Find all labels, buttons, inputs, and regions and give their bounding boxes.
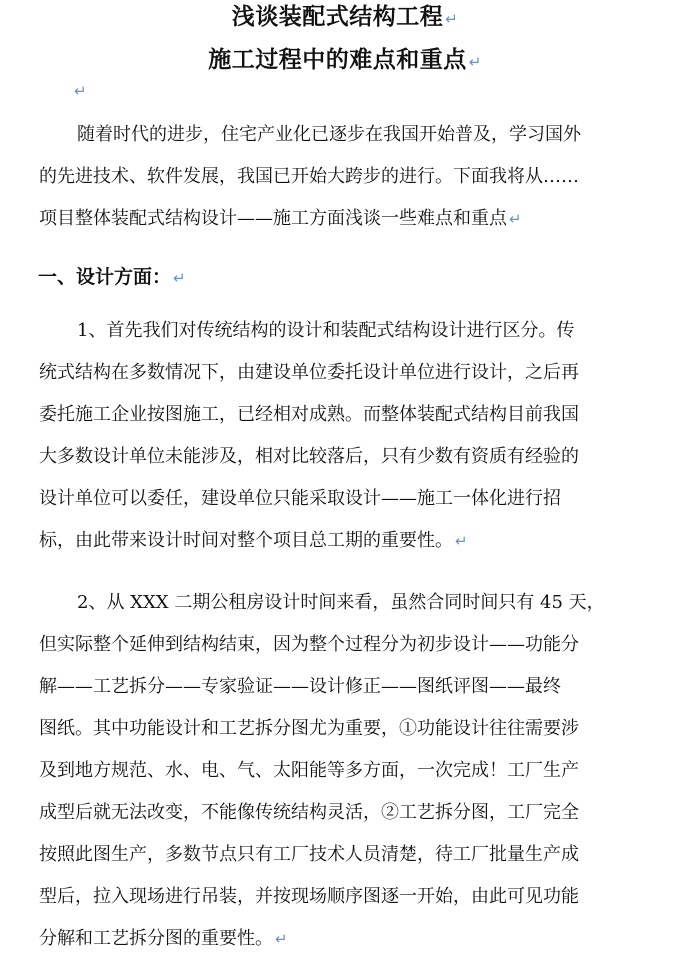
text-line: 标，由此带来设计时间对整个项目总工期的重要性。: [39, 530, 453, 551]
intro-paragraph: [39, 114, 629, 240]
text-line: 1、首先我们对传统结构的设计和装配式结构设计进行区分。传: [77, 320, 575, 341]
paragraph-mark-icon: ↵: [275, 930, 288, 948]
document-title-line-2: [0, 46, 690, 76]
text-line: 2、从 XXX 二期公租房设计时间来看，虽然合同时间只有 45 天，: [77, 592, 605, 613]
text-line: 图纸。其中功能设计和工艺拆分图尤为重要，①功能设计往往需要涉: [39, 718, 579, 739]
section-heading-text: 一、设计方面：: [38, 266, 172, 288]
design-point-2-paragraph: [39, 582, 629, 960]
text-line: 大多数设计单位未能涉及，相对比较落后，只有少数有资质有经验的: [39, 446, 579, 467]
paragraph-mark-icon: ↵: [509, 210, 522, 228]
paragraph-mark-icon: ↵: [468, 53, 482, 71]
paragraph-mark-icon: ↵: [445, 10, 459, 28]
title-line-1-text: 浅谈装配式结构工程: [231, 4, 444, 30]
text-line: 型后，拉入现场进行吊装，并按现场顺序图逐一开始，由此可见功能: [39, 886, 579, 907]
text-line: 解——工艺拆分——专家验证——设计修正——图纸评图——最终: [39, 676, 561, 697]
text-line: 设计单位可以委任，建设单位只能采取设计——施工一体化进行招: [39, 488, 561, 509]
text-line: 按照此图生产，多数节点只有工厂技术人员清楚，待工厂批量生产成: [39, 844, 579, 865]
text-line: 及到地方规范、水、电、气、太阳能等多方面，一次完成！工厂生产: [39, 760, 579, 781]
design-point-1-paragraph: [39, 310, 629, 562]
section-heading-design: [38, 262, 186, 293]
text-line: 的先进技术、软件发展，我国已开始大跨步的进行。下面我将从……: [39, 166, 579, 187]
paragraph-mark-icon: ↵: [173, 269, 186, 287]
paragraph-mark-icon: ↵: [74, 82, 87, 100]
text-line: 委托施工企业按图施工，已经相对成熟。而整体装配式结构目前我国: [39, 404, 579, 425]
paragraph-mark-icon: ↵: [455, 532, 468, 550]
text-line: 但实际整个延伸到结构结束，因为整个过程分为初步设计——功能分: [39, 634, 579, 655]
text-line: 分解和工艺拆分图的重要性。: [39, 928, 273, 949]
text-line: 统式结构在多数情况下，由建设单位委托设计单位进行设计，之后再: [39, 362, 579, 383]
document-title-line-1: [0, 3, 690, 33]
text-line: 成型后就无法改变，不能像传统结构灵活，②工艺拆分图，工厂完全: [39, 802, 579, 823]
text-line: 项目整体装配式结构设计——施工方面浅谈一些难点和重点: [39, 208, 507, 229]
text-line: 随着时代的进步，住宅产业化已逐步在我国开始普及，学习国外: [77, 124, 581, 145]
title-line-2-text: 施工过程中的难点和重点: [208, 47, 467, 73]
